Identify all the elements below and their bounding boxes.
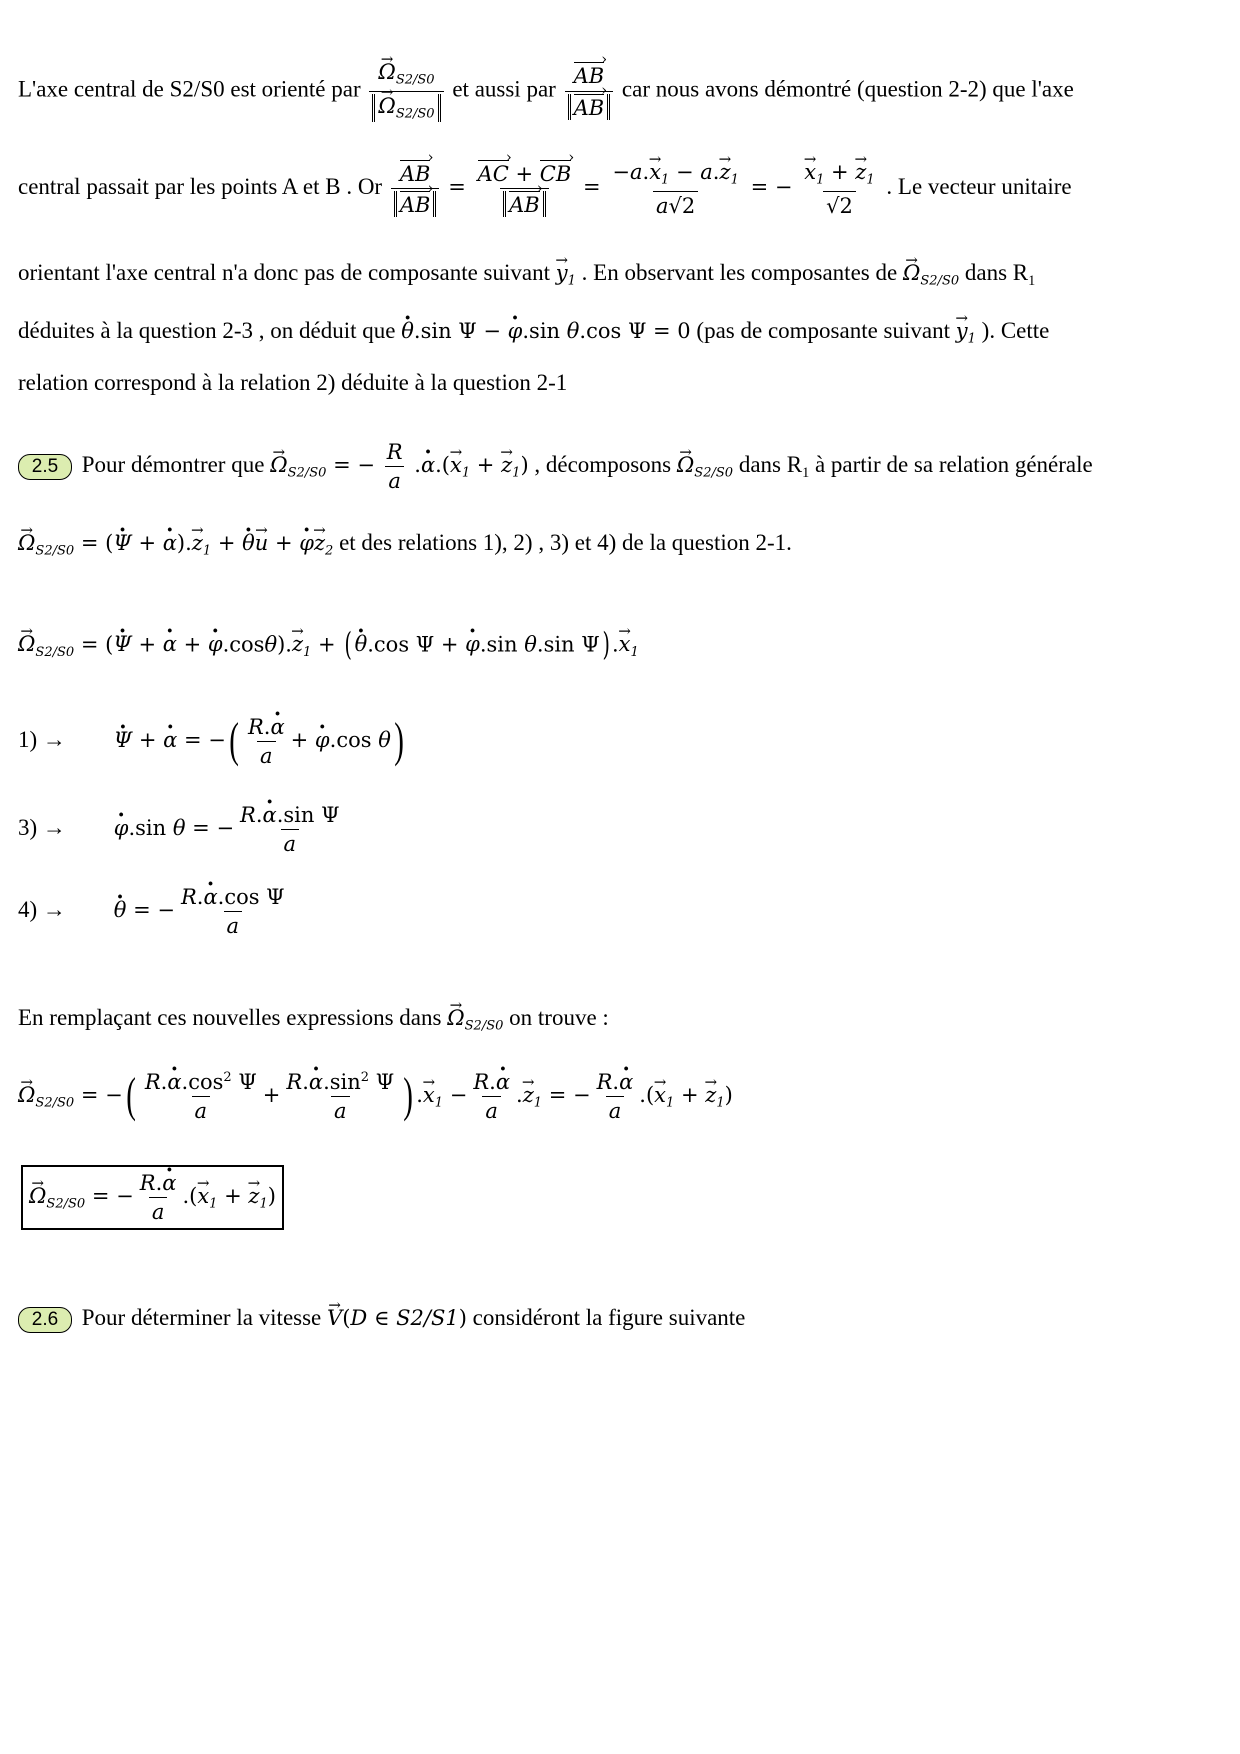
text: En remplaçant ces nouvelles expressions dans [18,1005,442,1030]
text: à partir de sa relation générale [814,451,1093,477]
equation-label: 3) [18,814,38,840]
equation-label: 4) [18,896,38,922]
paragraph-line [18,60,1074,122]
equation-fraction: $\frac{-a.\to x_1 - a.\to z_1}{a√2}$ [609,160,741,218]
equation-fraction: $\frac{AC › + CB ›}{AB}$ › [475,160,575,217]
equation-label: 1) [18,726,38,752]
section-2-5-intro: 2.5 Pour démontrer que → $\Omega_{S2/S0}$ = − $\frac{R}{a}$ .· $\alpha.(\to x_1$ + → $z_1$) , décomposons → $\Omega_{S2/S0}$ dans $R_1$ à partir de sa relation générale [18,440,1093,493]
text: et des relations 1), 2) , 3) et 4) de la question 2-1. [339,530,792,555]
text: L'axe central de S2/S0 est orienté par [18,76,361,102]
text: ). Cette [981,318,1050,343]
paragraph-line: → $\Omega_{S2/S0}$ = (· Ψ + · $\alpha).\to z_1$ + · θ→ u + · $\varphi\to z_2$ et des relations 1), 2) , 3) et 4) de la question 2-1. [18,530,792,560]
text: dans R [964,260,1029,285]
equation-3: 3) → · φ.sin θ = − $\frac{\text{R.· α.sin Ψ}}{a}$ [18,803,346,856]
result-equation: → $\Omega_{S2/S0}$ = −( $\frac{R.\cdot \alpha.\cos^2 \Psi}{a}$ + $\frac{R.\cdot \alpha.\sin^2 \Psi}{a}$ ) .→ $x_1$ − $\frac{R.\cdot \alpha}{a}$ .→ $z_1$ = − $\frac{R.\cdot \alpha}{a}$ .(→ $x_1$ + → $z_1$) [18,1070,733,1123]
document-page [18,0,1228,1754]
arrow-icon: → [42,726,66,752]
arrow-icon: → [42,896,66,922]
text: . En observant les composantes de [581,260,898,285]
omega-unit-fraction: → $\Omega_{S2/S0}$ → $\Omega_{S2/S0}$ [369,60,443,122]
omega-decomposition: → $\Omega_{S2/S0}$ = (· Ψ + · α + · $\varphi.\cos\theta).\to z_1$ + (· θ.cos Ψ + · φ.sin θ.sin Ψ) .→ $x_1$ [18,630,639,662]
text: car nous avons démontré (question 2-2) que l'axe [621,76,1074,102]
text: relation correspond à la relation 2) déduite à la question 2-1 [18,370,568,395]
equation-fraction: $\frac{R}{a}$ [386,440,403,494]
text: considéront la figure suivante [472,1305,746,1330]
text: Pour déterminer la vitesse [81,1305,322,1330]
text: Pour démontrer que [81,451,265,477]
text: déduites à la question 2-3 , on déduit que [18,318,396,343]
section-2-6-intro: 2.6 Pour déterminer la vitesse → V(D ∈ S2/S1) considéront la figure suivante [18,1305,745,1333]
text: on trouve : [509,1005,609,1030]
ab-unit-fraction: $\frac{AB ›}{AB}$ › [565,62,614,119]
text: et aussi par [452,76,556,102]
text: orientant l'axe central n'a donc pas de composante suivant [18,260,550,285]
paragraph-line: central passait par les points A et B . Or $\frac{AB ›}{AB}$ › = $\frac{AC › + CB ›}{AB}$ › = $\frac{-a.\to x_1 - a.\to z_1}{a√2}$ = − → $\frac{x_1 + \to z_1}{√2}$ . Le vecteur unitaire [18,160,1072,218]
text: (pas de composante suivant [696,318,950,343]
paragraph-line: déduites à la question 2-3 , on déduit que · θ.sin Ψ − · φ.sin θ.cos Ψ = 0 (pas de composante suivant → $y_1$ ). Cette [18,318,1049,348]
equation-fraction: → $\frac{x_1 + \to z_1}{√2}$ [801,160,877,218]
text: . Le vecteur unitaire [886,174,1072,200]
arrow-icon: → [42,814,66,840]
paragraph-line [18,370,567,396]
text: dans R [738,451,803,477]
text: central passait par les points A et B . Or [18,174,383,200]
equation-fraction: $\frac{AB ›}{AB}$ › [391,160,440,217]
section-badge: 2.5 [18,454,72,480]
paragraph-line: orientant l'axe central n'a donc pas de composante suivant → $y_1$ . En observant les composantes de → $\Omega_{S2/S0}$ dans $R_1$ [18,260,1035,290]
paragraph-line: En remplaçant ces nouvelles expressions dans → $\Omega_{S2/S0}$ on trouve : [18,1005,609,1035]
text: , décomposons [534,451,672,477]
equation-4: 4) → · θ = − $\frac{\text{R.· α.cos Ψ}}{a}$ [18,885,291,938]
boxed-result: → $\Omega_{S2/S0}$ = − $\frac{R.\cdot \alpha}{a}$ .(→ $x_1$ + → $z_1$) [21,1165,284,1230]
equation-1: 1) → · Ψ + · α = −( $\frac{R.\cdot \alpha}{a}$ + · φ.cos θ) [18,715,407,768]
section-badge: 2.6 [18,1307,72,1333]
